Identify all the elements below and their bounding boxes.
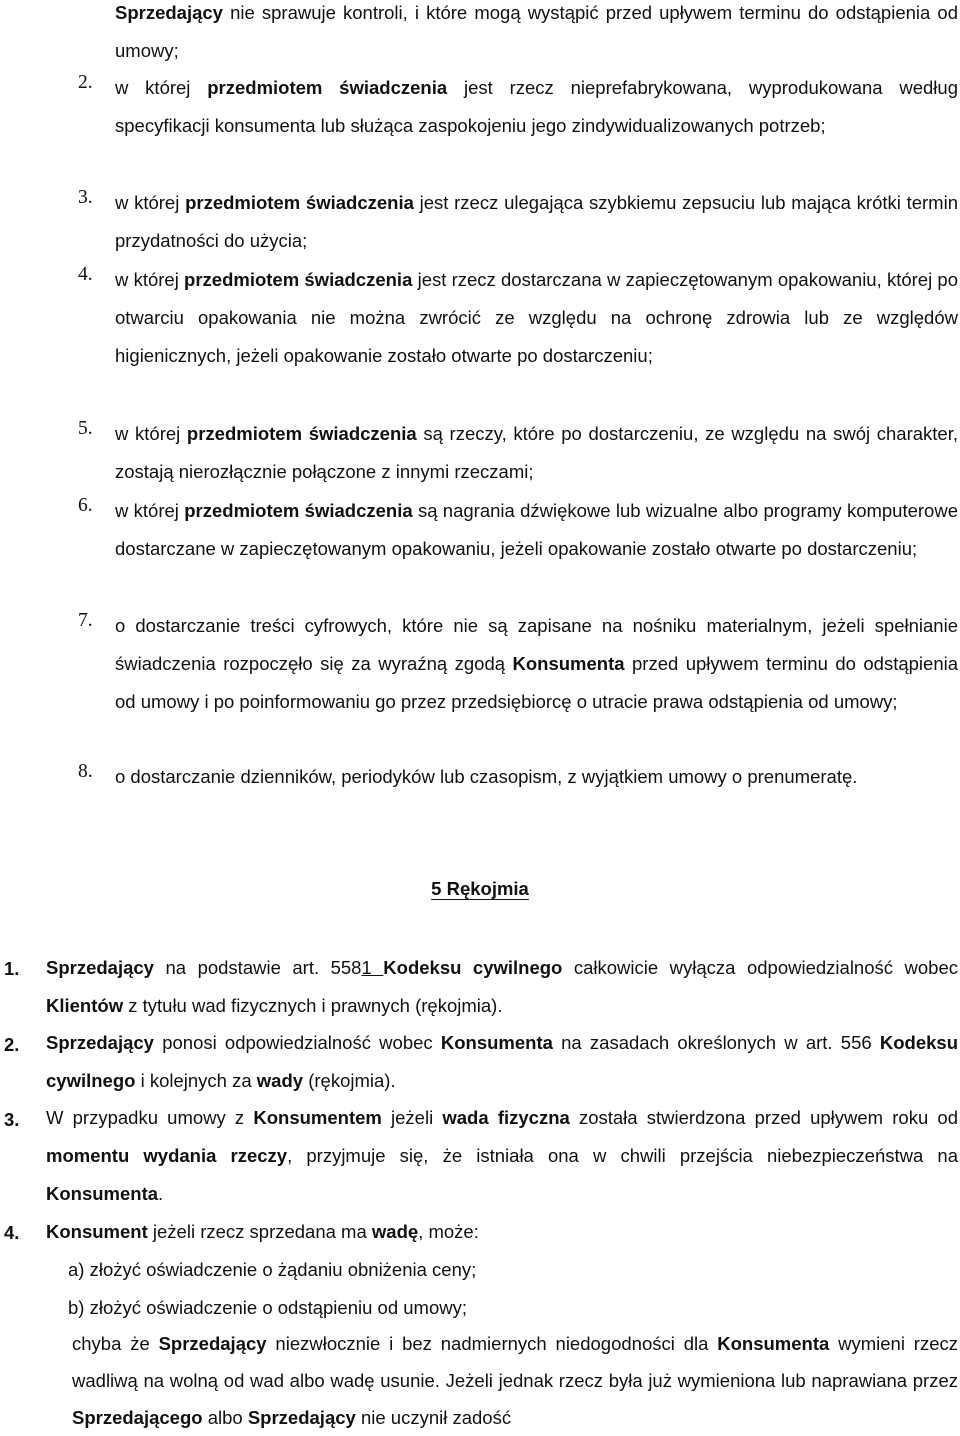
paragraph-3: W przypadku umowy z Konsumentem jeżeli wada fizyczna została stwierdzona przed upływem roku od momentu wydania rzeczy, przyjmuje się, że istniała ona w chwili przejścia niebezpieczeństwa na Konsumenta.	[46, 1107, 959, 1205]
list-number: 4.	[78, 264, 93, 285]
list-item: o dostarczanie dzienników, periodyków lub czasopism, z wyjątkiem umowy o prenumeratę.	[115, 766, 858, 787]
list-item: w której przedmiotem świadczenia jest rzecz dostarczana w zapieczętowanym opakowaniu, której po otwarciu opakowania nie można zwrócić ze względu na ochronę zdrowia lub ze względów higienicznych, jeżeli opakowanie zostało otwarte po dostarczeniu;	[115, 269, 958, 367]
section-heading: 5 Rękojmia	[431, 878, 529, 899]
list-item: o dostarczanie treści cyfrowych, które nie są zapisane na nośniku materialnym, jeżeli spełnianie świadczenia rozpoczęło się za wyraźną zgodą Konsumenta przed upływem terminu do odstąpienia od umowy i po poinformowaniu go przez przedsiębiorcę o utracie prawa odstąpienia od umowy;	[115, 615, 959, 713]
paragraph-number: 4.	[4, 1222, 20, 1243]
list-item: w której przedmiotem świadczenia jest rzecz ulegająca szybkiemu zepsuciu lub mająca krótki termin przydatności do użycia;	[115, 192, 958, 252]
paragraph-4-continuation: chyba że Sprzedający niezwłocznie i bez nadmiernych niedogodności dla Konsumenta wymieni rzecz wadliwą na wolną od wad albo wadę usunie. Jeżeli jednak rzecz była już wymieniona lub naprawiana przez Sprzedającego albo Sprzedający nie uczynił zadość	[72, 1333, 958, 1428]
list-item: w której przedmiotem świadczenia jest rzecz nieprefabrykowana, wyprodukowana według specyfikacji konsumenta lub służąca zaspokojeniu jego zindywidualizowanych potrzeb;	[115, 77, 958, 137]
paragraph-number: 3.	[4, 1109, 20, 1130]
list-item: w której przedmiotem świadczenia są rzeczy, które po dostarczeniu, ze względu na swój charakter, zostają nierozłącznie połączone z innymi rzeczami;	[115, 423, 958, 483]
list-number: 8.	[78, 761, 93, 782]
paragraph-1: Sprzedający na podstawie art. 5581 Kodeksu cywilnego całkowicie wyłącza odpowiedzialność wobec Klientów z tytułu wad fizycznych i prawnych (rękojmia).	[46, 957, 958, 1017]
paragraph-number: 1.	[4, 958, 20, 979]
option-a: a) złożyć oświadczenie o żądaniu obniżenia ceny;	[68, 1259, 477, 1280]
list-number: 7.	[78, 610, 93, 631]
paragraph-4: Konsument jeżeli rzecz sprzedana ma wadę, może:	[46, 1221, 479, 1242]
paragraph-2: Sprzedający ponosi odpowiedzialność wobec Konsumenta na zasadach określonych w art. 556 Kodeksu cywilnego i kolejnych za wady (rękojmia).	[46, 1032, 959, 1092]
paragraph-number: 2.	[4, 1034, 20, 1055]
list-item: w której przedmiotem świadczenia są nagrania dźwiękowe lub wizualne albo programy komputerowe dostarczane w zapieczętowanym opakowaniu, jeżeli opakowanie zostało otwarte po dostarczeniu;	[115, 500, 958, 560]
list-number: 3.	[78, 187, 93, 208]
option-b: b) złożyć oświadczenie o odstąpieniu od umowy;	[68, 1297, 467, 1318]
intro-paragraph: Sprzedający nie sprawuje kontroli, i które mogą wystąpić przed upływem terminu do odstąpienia od umowy;	[115, 2, 958, 62]
list-number: 6.	[78, 495, 93, 516]
list-number: 2.	[78, 72, 93, 93]
list-number: 5.	[78, 418, 93, 439]
